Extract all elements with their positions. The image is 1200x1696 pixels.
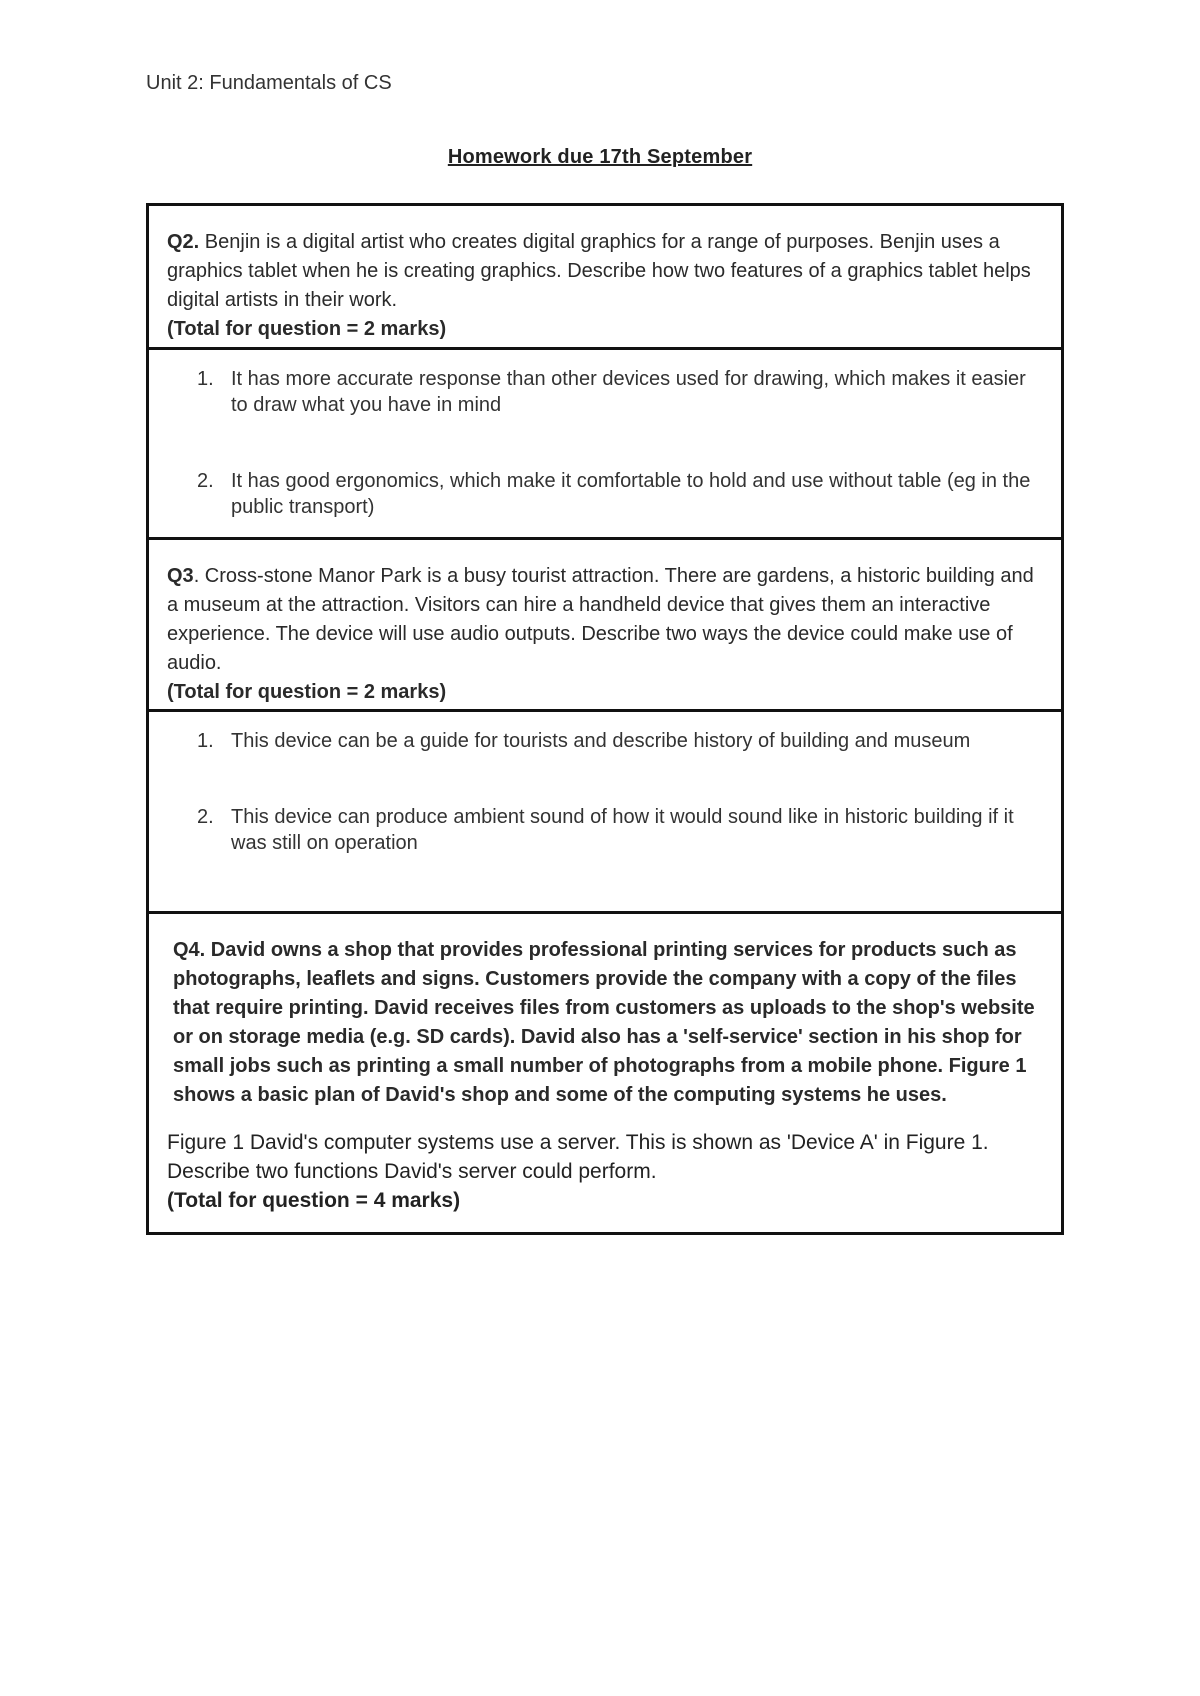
answer-text: This device can produce ambient sound of how it would sound like in historic building if it was still on operation — [231, 806, 1014, 854]
answer-number: 2. — [197, 470, 214, 492]
question-cell-q4 — [149, 914, 1061, 1232]
question-text: Benjin is a digital artist who creates digital graphics for a range of purposes. Benjin uses a graphics tablet when he is creating graphics. Describe how two features of a graphics tablet helps digital artists in their work. — [167, 231, 1031, 311]
answer-cell-q3 — [149, 712, 1061, 914]
question-number: Q3 — [167, 565, 194, 587]
question-intro — [167, 936, 1047, 1110]
question-table — [146, 203, 1064, 1235]
answer-list — [167, 728, 1047, 856]
answer-item — [167, 804, 1047, 856]
answer-text: This device can be a guide for tourists and describe history of building and museum — [231, 730, 971, 752]
question-extra-text: Figure 1 David's computer systems use a server. This is shown as 'Device A' in Figure 1. Describe two functions David's server could perform. — [167, 1131, 989, 1183]
page-title: Homework due 17th September — [447, 146, 753, 168]
question-text: David owns a shop that provides professional printing services for products such as photographs, leaflets and signs. Customers provide the company with a copy of the files that require printing. David receives files from customers as uploads to the shop's website or on storage media (e.g. SD cards). David also has a 'self-service' section in his shop for small jobs such as printing a small number of photographs from a mobile phone. Figure 1 shows a basic plan of David's shop and some of the computing systems he uses. — [173, 939, 1035, 1106]
question-cell-q2 — [149, 206, 1061, 350]
answer-item — [167, 366, 1047, 418]
answer-number: 1. — [197, 730, 214, 752]
answer-number: 1. — [197, 368, 214, 390]
question-total: (Total for question = 2 marks) — [167, 681, 447, 703]
answer-text: It has good ergonomics, which make it comfortable to hold and use without table (eg in the public transport) — [231, 470, 1031, 518]
answer-number: 2. — [197, 806, 214, 828]
question-cell-q3 — [149, 540, 1061, 712]
question-total: (Total for question = 4 marks) — [167, 1189, 461, 1212]
document-header: Unit 2: Fundamentals of CS — [146, 72, 392, 94]
answer-cell-q2 — [149, 350, 1061, 540]
question-total: (Total for question = 2 marks) — [167, 318, 447, 340]
answer-item — [167, 468, 1047, 520]
question-extra — [167, 1128, 1047, 1215]
question-number: Q2. — [167, 231, 200, 253]
question-number: Q4. — [173, 939, 206, 961]
answer-text: It has more accurate response than other devices used for drawing, which makes it easier to draw what you have in mind — [231, 368, 1026, 416]
answer-item — [167, 728, 1047, 754]
answer-list — [167, 366, 1047, 520]
question-text: . Cross-stone Manor Park is a busy tourist attraction. There are gardens, a historic building and a museum at the attraction. Visitors can hire a handheld device that gives them an interactive experience. The device will use audio outputs. Describe two ways the device could make use of audio. — [167, 565, 1034, 674]
